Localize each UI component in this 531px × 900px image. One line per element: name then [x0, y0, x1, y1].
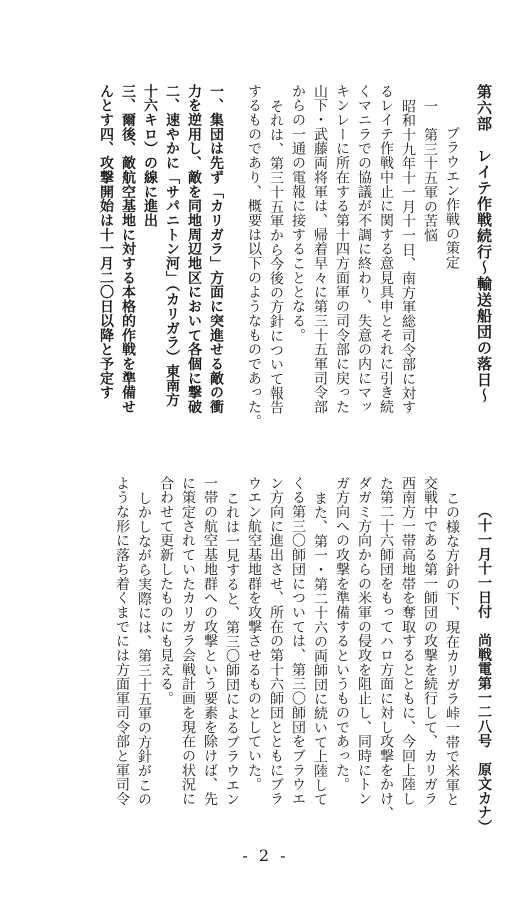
body-line: からの一通の電報に接することとなる。 [290, 84, 306, 343]
body-line: に策定されていたカリガラ会戦計画を現在の状況に [180, 476, 196, 807]
body-line: ダガミ方向からの米軍の侵攻を阻止し、同時にトン [356, 476, 372, 807]
body-line: 昭和十九年十一月十一日、南方軍総司令部に対す [400, 99, 416, 415]
body-line: それは、第三十五軍から今後の方針について報告 [268, 99, 284, 415]
body-line: これは一見すると、第三〇師団によるブラウエン [224, 491, 240, 807]
body-line: 山下・武藤両将軍は、帰着早々に第三十五軍司令部 [312, 84, 328, 415]
body-line: するものであり、概要は以下のようなものであった。 [246, 84, 262, 429]
top-section [95, 84, 495, 444]
chapter-title: 第六部 レイテ作戦続行～輸送船団の落日～ [475, 84, 493, 404]
body-line: 合わせて更新したものにも見える。 [158, 476, 174, 706]
body-line: また、第一・第二十六の両師団に続いて上陸して [312, 491, 328, 807]
body-line: 交戦中である第一師団の攻撃を続行して、カリガラ [422, 476, 438, 807]
body-line: ような形に落ち着くまでには方面軍司令部と軍司令 [114, 476, 130, 807]
page-number: - 2 - [242, 846, 289, 865]
body-line: 一帯の航空基地群への攻撃という要素を除けば、先 [202, 476, 218, 807]
body-line: 西南方一帯高地帯を奪取するとともに、今回上陸し [400, 476, 416, 807]
list-item: 二、速やかに「サパニトン河」（カリガラ）東南方 [164, 84, 180, 408]
list-item: 十六キロ）の線に進出 [142, 84, 158, 228]
list-item: 力を逆用し、敵を同地周辺地区において各個に撃破 [186, 84, 202, 415]
section-title: ブラウエン作戦の策定 [444, 126, 460, 270]
bottom-section [111, 476, 495, 834]
body-line: キンレーに所在する第十四方面軍の司令部に戻った [334, 84, 350, 415]
body-line: くる第三〇師団については、第三〇師団をブラウエ [290, 476, 306, 807]
body-line: しかしながら実際には、第三十五軍の方針がこの [136, 491, 152, 807]
body-line: くマニラでの協議が不調に終わり、失意の内にマッ [356, 84, 372, 415]
subsection-title: 一 第三十五軍の苦悩 [422, 99, 438, 243]
body-line: た第二十六師団をもってハロ方面に対し攻撃をかけ、 [378, 476, 394, 821]
body-line: ウエン航空基地群を攻撃させるものとしていた。 [246, 476, 262, 792]
list-item: 一、集団は先ず「カリガラ」方面に突進せる敵の衝 [208, 84, 224, 415]
list-item: 三、爾後、敵航空基地に対する本格的作戦を準備せ [120, 84, 136, 415]
list-item: んとす四、攻撃開始は十一月二〇日以降と予定す [98, 84, 114, 400]
citation: （十一月十一日付 尚戦電第一二八号 原文カナ） [476, 504, 492, 835]
body-line: ン方向に進出させ、所在の第十六師団とともにブラ [268, 476, 284, 807]
body-line: るレイテ作戦中止に関する意見具申とそれに引き続 [378, 84, 394, 415]
body-line: ガ方向への攻撃を準備するというものであった。 [334, 476, 350, 792]
body-line: この様な方針の下、現在カリガラ峠一帯で米軍と [444, 491, 460, 807]
